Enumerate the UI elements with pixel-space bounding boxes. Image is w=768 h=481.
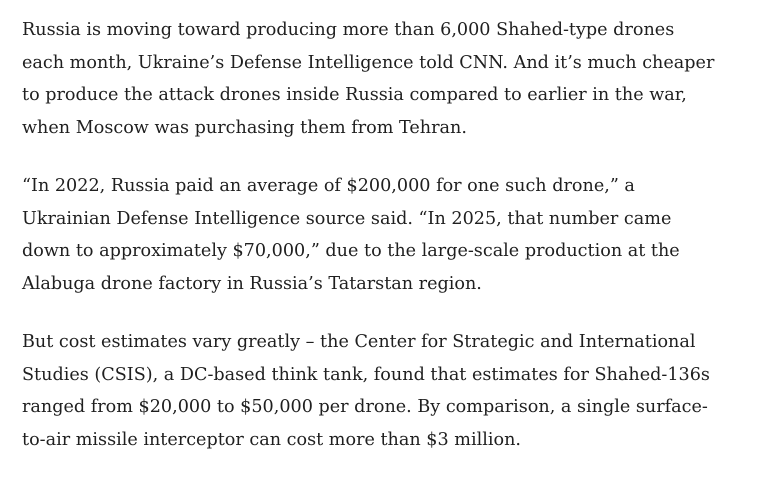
paragraph-line: Russia is moving toward producing more than 6,000 Shahed-type drones <box>22 20 675 40</box>
paragraph-line: down to approximately $70,000,” due to the large-scale production at the <box>22 241 680 261</box>
paragraph-line: “In 2022, Russia paid an average of $200,000 for one such drone,” a <box>22 176 635 196</box>
article-paragraph <box>22 170 746 300</box>
paragraph-line: Alabuga drone factory in Russia’s Tatarstan region. <box>22 273 482 294</box>
paragraph-line: when Moscow was purchasing them from Tehran. <box>22 117 467 138</box>
paragraph-line: Studies (CSIS), a DC-based think tank, found that estimates for Shahed-136s <box>22 364 710 385</box>
paragraph-line: each month, Ukraine’s Defense Intelligence told CNN. And it’s much cheaper <box>22 52 715 73</box>
paragraph-line: Ukrainian Defense Intelligence source said. “In 2025, that number came <box>22 208 672 229</box>
paragraph-line: But cost estimates vary greatly – the Center for Strategic and International <box>22 332 696 352</box>
paragraph-line: to-air missile interceptor can cost more than $3 million. <box>22 429 521 450</box>
paragraph-line: ranged from $20,000 to $50,000 per drone. By comparison, a single surface- <box>22 397 708 417</box>
article-paragraph <box>22 14 746 144</box>
article-body <box>22 14 746 456</box>
paragraph-line: to produce the attack drones inside Russia compared to earlier in the war, <box>22 85 687 105</box>
article-paragraph <box>22 326 746 456</box>
